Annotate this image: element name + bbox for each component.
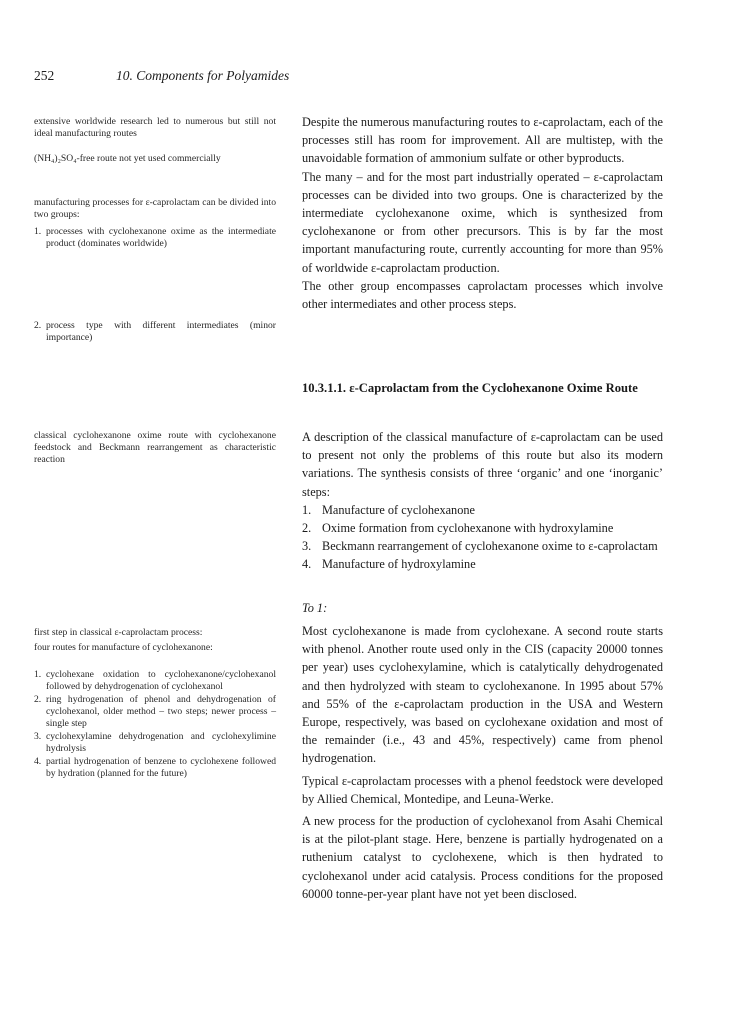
list-item: 3. Beckmann rearrangement of cyclohexanone oxime to ε-caprolactam (302, 539, 658, 554)
section-heading: 10.3.1.1. ε-Caprolactam from the Cyclohexanone Oxime Route (302, 381, 638, 395)
list-item: 1. Manufacture of cyclohexanone (302, 502, 475, 517)
paragraph: Typical ε-caprolactam processes with a phenol feedstock were developed by Allied Chemical, Montedipe, and Leuna-Werke. (302, 773, 663, 806)
paragraph: The many – and for the most part industrially operated – ε-caprolactam processes can be divided into two groups. One is characterized by the intermediate cyclohexanone oxime, which is synthesized from cyclohexanone or from other precursors. This is by far the most important manufacturing route, currently accounting for more than 95% of worldwide ε-caprolactam production. (302, 169, 663, 275)
margin-note-sulfate-free: (NH₄)₂SO₄-free route not yet used commercially (34, 153, 221, 164)
main-classical (302, 428, 663, 574)
paragraph: Despite the numerous manufacturing routes to ε-caprolactam, each of the processes still has room for improvement. All are multistep, with the unavoidable formation of ammonium sulfate or other byproducts. (302, 115, 663, 166)
list-item: 2. process type with different intermediates (minor importance) (34, 320, 276, 343)
margin-note-classical-route: classical cyclohexanone oxime route with cyclohexanone feedstock and Beckmann rearrangement as characteristic reaction (34, 430, 276, 465)
list-item: 2. ring hydrogenation of phenol and dehydrogenation of cyclohexanol, older method – two steps; newer process – single step (34, 694, 276, 729)
margin-note-first-step: first step in classical ε-caprolactam process: (34, 627, 203, 638)
margin-note-research: extensive worldwide research led to numerous but still not ideal manufacturing routes (34, 116, 276, 139)
list-item: 4. partial hydrogenation of benzene to cyclohexene followed by hydration (planned for the future) (34, 756, 276, 779)
list-item: 4. Manufacture of hydroxylamine (302, 557, 476, 572)
list-item: 1. cyclohexane oxidation to cyclohexanone/cyclohexanol followed by dehydrogenation of cyclohexanol (34, 669, 276, 692)
steps-list (302, 501, 663, 574)
main-cyclohexanone (302, 622, 663, 903)
margin-note-two-groups: manufacturing processes for ε-caprolactam can be divided into two groups: (34, 197, 276, 220)
subheading-to-1: To 1: (302, 601, 328, 615)
margin-note-group-2 (34, 320, 276, 345)
list-item: 3. cyclohexylamine dehydrogenation and cyclohexylimine hydrolysis (34, 731, 276, 754)
paragraph: Most cyclohexanone is made from cyclohexane. A second route starts with phenol. Another route used only in the CIS (capacity 20000 tonnes per year) uses cyclohexylamine, which is catalytically dehydrogenated and then hydrolyzed with steam to cyclohexanone. In 1995 about 57% and 55% of the ε-caprolactam production in the USA and Western Europe, respectively, was based on cyclohexane oxidation and most of the remainder (i.e., 43 and 45%, respectively) came from phenol hydrogenation. (302, 624, 663, 766)
margin-note-group-1 (34, 226, 276, 251)
main-intro (302, 113, 663, 313)
running-header (34, 68, 289, 84)
paragraph: A new process for the production of cyclohexanol from Asahi Chemical is at the pilot-plant stage. Here, benzene is partially hydrogenated on a ruthenium catalyst to cyclohexene, which is then hydrated to cyclohexanol under acid catalysis. Process conditions for the proposed 60000 tonne-per-year plant have not yet been disclosed. (302, 814, 663, 901)
chapter-title: 10. Components for Polyamides (116, 68, 290, 83)
page-number: 252 (34, 68, 55, 83)
margin-note-routes-list (34, 669, 276, 781)
list-item: 1. processes with cyclohexanone oxime as the intermediate product (dominates worldwide) (34, 226, 276, 249)
paragraph: A description of the classical manufacture of ε-caprolactam can be used to present not only the problems of this route but also its modern variations. The synthesis consists of three ‘organic’ and one ‘inorganic’ steps: (302, 430, 663, 499)
margin-note-four-routes: four routes for manufacture of cyclohexanone: (34, 642, 213, 653)
paragraph: The other group encompasses caprolactam processes which involve other intermediates and other process steps. (302, 278, 663, 312)
list-item: 2. Oxime formation from cyclohexanone with hydroxylamine (302, 521, 614, 536)
